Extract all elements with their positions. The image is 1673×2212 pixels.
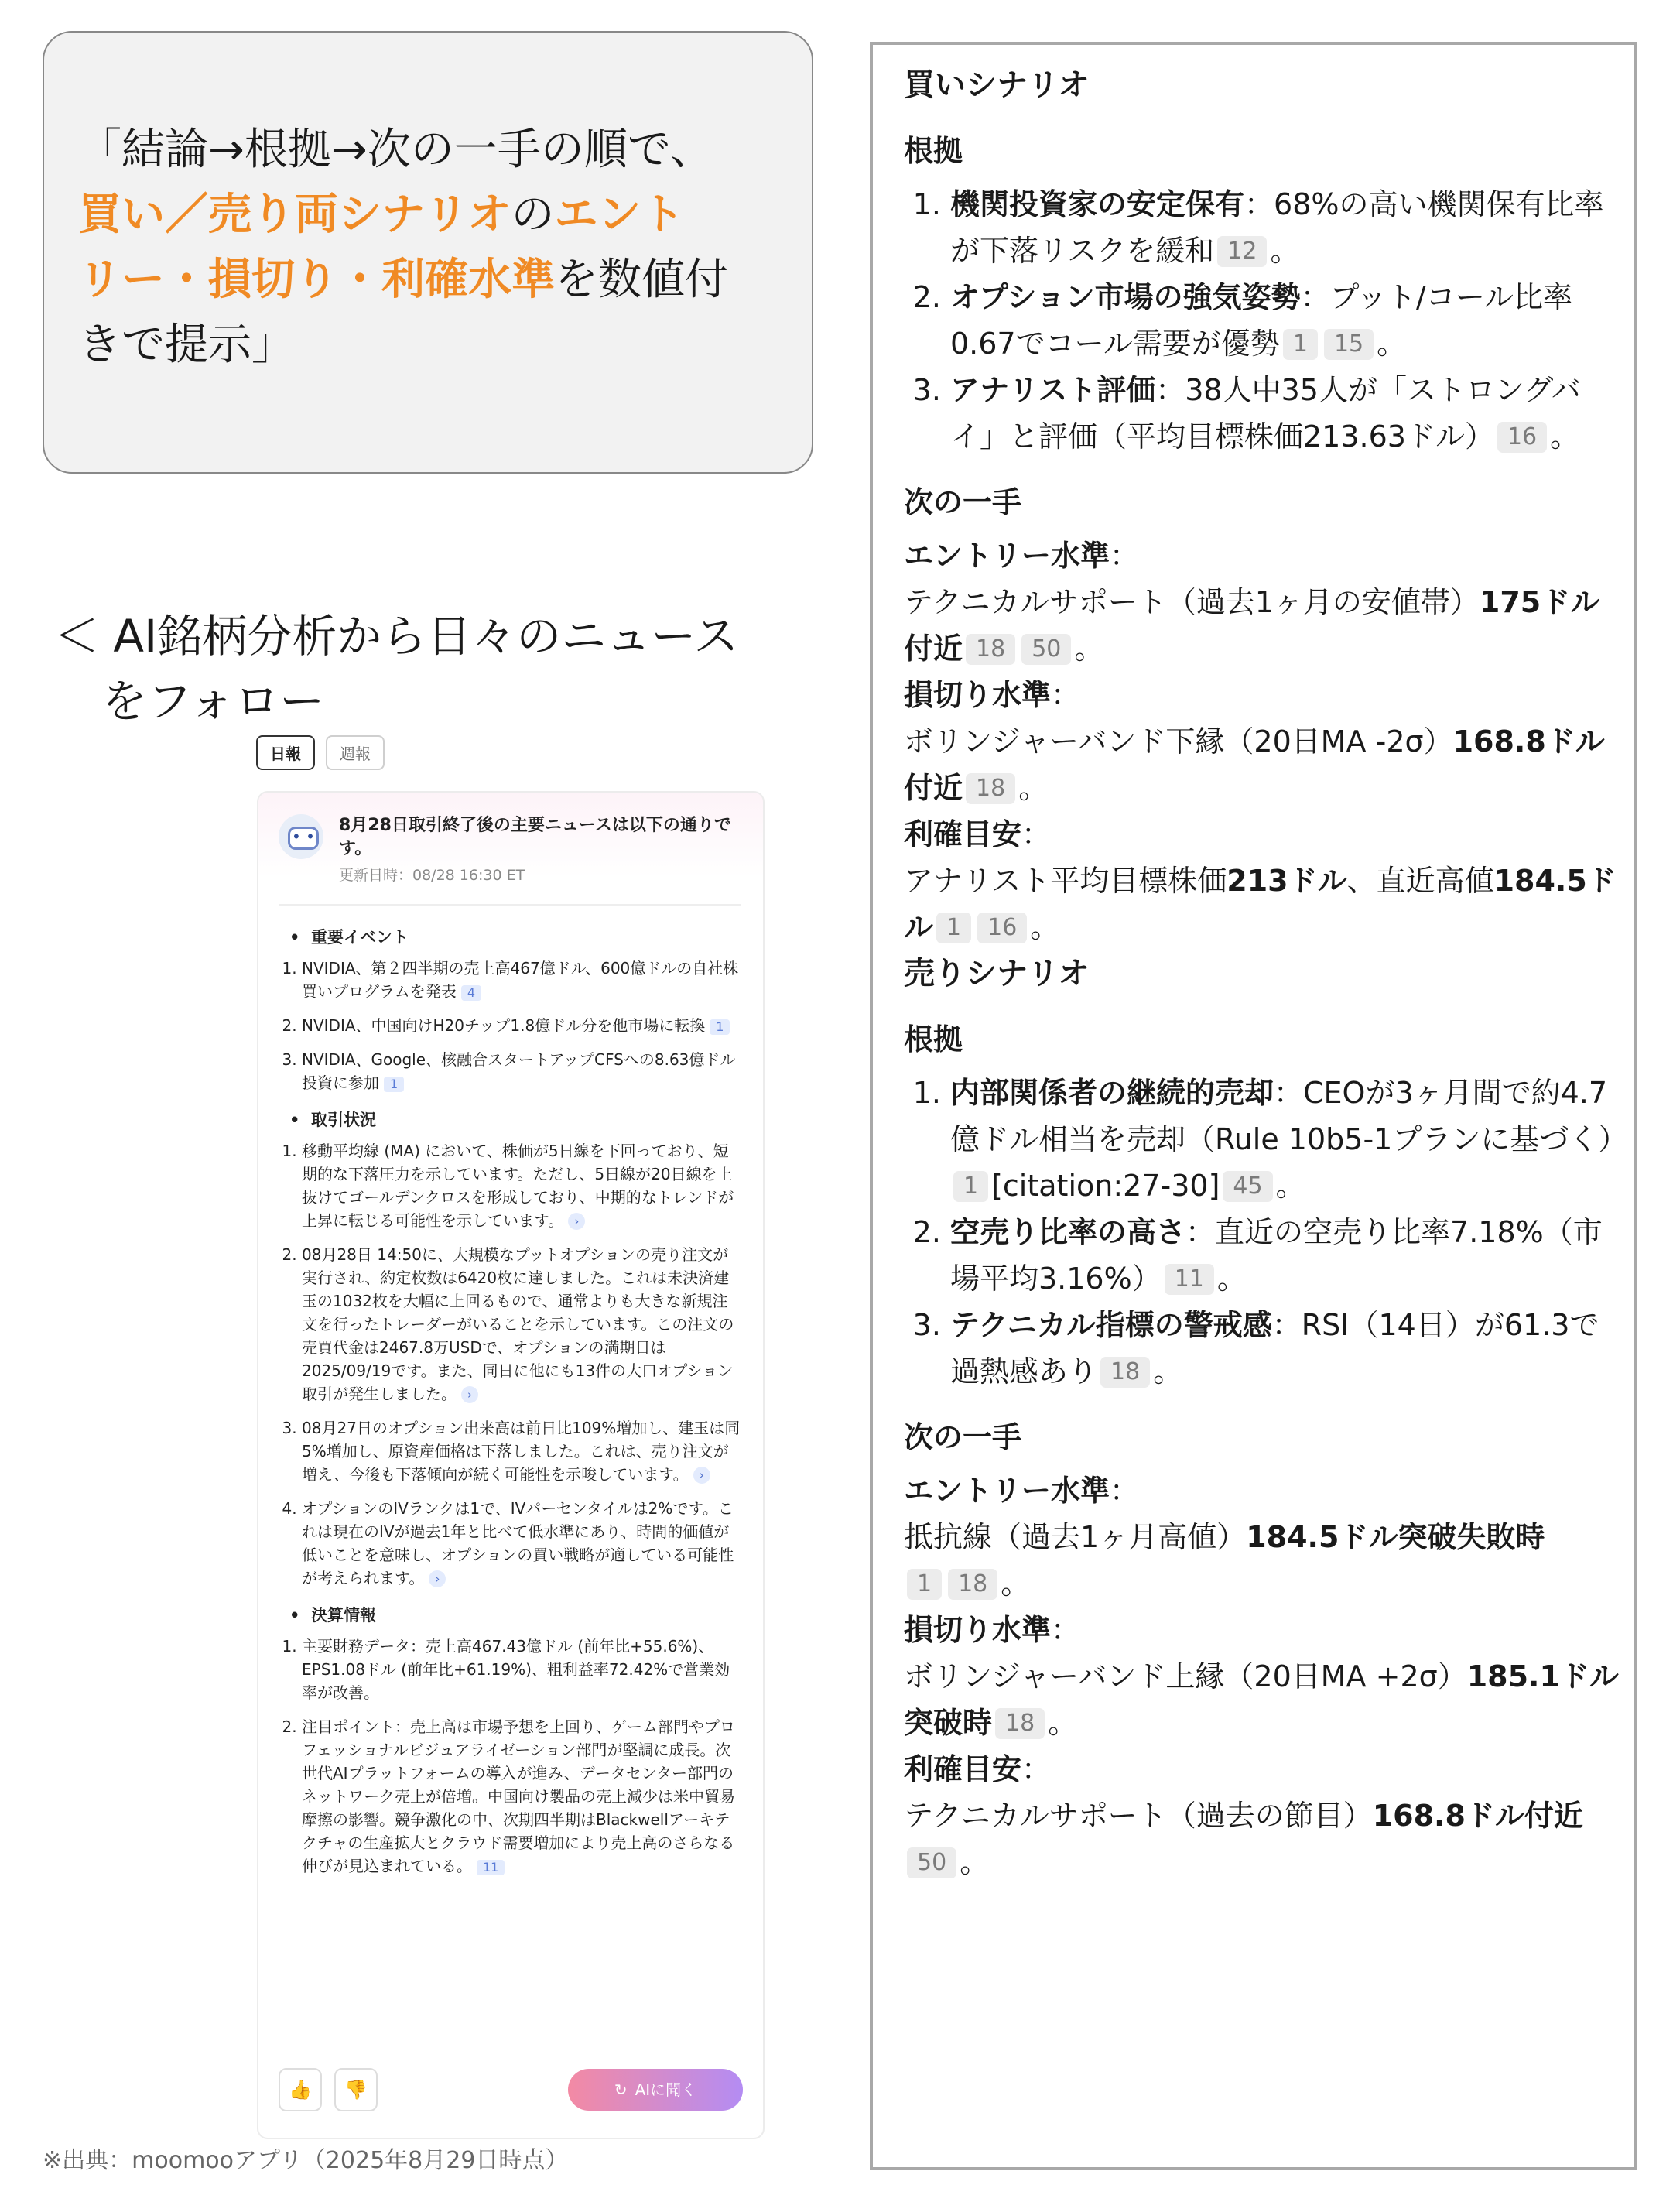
citation-badge[interactable]: 1	[907, 1569, 942, 1600]
list-item: 2. オプション市場の強気姿勢：プット/コール比率0.67でコール需要が優勢 1 15 。	[950, 274, 1619, 367]
list-item: 1. 内部関係者の継続的売却：CEOが3ヶ月間で約4.7億ドル相当を売却（Rule 10b5-1プランに基づく）1 [citation:27-30] 45 。	[950, 1070, 1619, 1209]
citation-badge[interactable]: 50	[907, 1847, 956, 1878]
prompt-text-numeric: を数値付	[555, 255, 728, 305]
sell-basis-heading: 根拠	[904, 1022, 963, 1056]
list-item: 1. NVIDIA、第２四半期の売上高467億ドル、600億ドルの自社株買いプログラムを発表 4	[302, 957, 741, 1003]
citation-badge[interactable]: 18	[995, 1708, 1045, 1739]
analysis-article	[870, 42, 1637, 2170]
list-item: 2. NVIDIA、中国向けH20チップ1.8億ドル分を他市場に転換 1	[302, 1014, 741, 1037]
citation-badge[interactable]: 18	[1100, 1357, 1150, 1388]
sell-take-text: テクニカルサポート（過去の節目）168.8ドル付近50 。	[904, 1799, 1583, 1879]
buy-take-heading: 利確目安：	[904, 817, 1052, 851]
citation-badge[interactable]: 4	[461, 985, 481, 1001]
citation-badge[interactable]: 11	[1165, 1264, 1214, 1295]
citation-badge[interactable]: 50	[1021, 634, 1071, 665]
sell-entry-text: 抵抗線（過去1ヶ月高値）184.5ドル突破失敗時 1 18 。	[904, 1520, 1545, 1601]
tab-daily[interactable]: 日報	[256, 735, 315, 770]
citation-badge[interactable]: 15	[1324, 329, 1374, 360]
sell-scenario-title: 売りシナリオ	[904, 956, 1090, 991]
buy-next-heading: 次の一手	[904, 485, 1022, 519]
list-item: 3. 08月27日のオプション出来高は前日比109%増加し、建玉は同5%増加し、原資産価格は下落しました。これは、売り注文が増え、今後も下落傾向が続く可能性を示唆しています。 ›	[302, 1416, 741, 1486]
buy-stop-heading: 損切り水準：	[904, 678, 1081, 712]
divider	[279, 904, 741, 906]
buy-take-text: アナリスト平均目標株価213ドル、直近高値184.5ドル 1 16 。	[904, 864, 1617, 944]
sell-basis-list	[904, 1070, 1628, 1395]
news-card	[257, 791, 765, 2139]
citation-badge[interactable]: 12	[1217, 236, 1267, 267]
citation-badge[interactable]: 1	[1283, 329, 1318, 360]
buy-entry-text: テクニカルサポート（過去1ヶ月の安値帯）175ドル付近 18 50 。	[904, 585, 1600, 666]
card-header	[279, 814, 741, 887]
ask-ai-button[interactable]	[568, 2069, 743, 2111]
citation-badge[interactable]: 18	[948, 1569, 997, 1600]
buy-basis-heading: 根拠	[904, 134, 963, 168]
prompt-highlight-scenarios: 買い／売り両シナリオ	[78, 190, 511, 240]
prompt-highlight-entry: エント	[554, 190, 685, 240]
prompt-line-1: 「結論→根拠→次の一手の順で、	[78, 125, 713, 175]
citation-badge[interactable]: 11	[477, 1860, 505, 1875]
sell-entry-heading: エントリー水準：	[904, 1474, 1140, 1508]
citation-badge[interactable]: 1	[384, 1077, 404, 1092]
thumbs-down-icon[interactable]: 👎	[334, 2068, 378, 2111]
section-heading: • 取引状況	[289, 1111, 377, 1129]
citation-badge[interactable]: 45	[1223, 1171, 1272, 1202]
list-item: 3. アナリスト評価：38人中35人が「ストロングバイ」と評価（平均目標株価213.63ドル） 16 。	[950, 367, 1619, 460]
report-tabs	[256, 735, 385, 770]
citation-badge[interactable]: 1	[953, 1171, 988, 1202]
citation-badge[interactable]: 16	[977, 913, 1027, 943]
chevron-right-icon[interactable]: ›	[429, 1570, 446, 1587]
citation-badge[interactable]: 18	[966, 634, 1015, 665]
prompt-highlight-levels: リー・損切り・利確水準	[78, 255, 555, 305]
list-item: 2. 注目ポイント：売上高は市場予想を上回り、ゲーム部門やプロフェッショナルビジュアライゼーション部門が堅調に成長。次世代AIプラットフォームの導入が進み、データセンター部門のネットワーク売上が倍増。中国向け製品の売上減少は米中貿易摩擦の影響。競争激化の中、次期四半期はBlackwellアーキテクチャの生産拡大とクラウド需要増加により売上高のさらなる伸びが見込まれている。 11	[302, 1715, 741, 1878]
chevron-right-icon[interactable]: ›	[461, 1386, 478, 1403]
buy-scenario-title: 買いシナリオ	[904, 67, 1090, 103]
list-item: 1. 機関投資家の安定保有：68%の高い機関保有比率が下落リスクを緩和 12 。	[950, 181, 1619, 274]
sell-take-heading: 利確目安：	[904, 1752, 1052, 1786]
sell-stop-text: ボリンジャーバンド上縁（20日MA +2σ）185.1ドル突破時 18 。	[904, 1659, 1619, 1740]
list-item: 2. 08月28日 14:50に、大規模なプットオプションの売り注文が実行され、約定枚数は6420枚に達しました。これは未決済建玉の1032枚を大幅に上回るもので、通常よりも大きな新規注文を行ったトレーダーがいることを示しています。この注文の売買代金は2467.8万USDで、オプションの満期日は2025/09/19です。また、同日に他にも13件の大口オプション取引が発生しました。 ›	[302, 1243, 741, 1406]
citation-badge[interactable]: 1	[936, 913, 971, 943]
list-item: 3. NVIDIA、Google、核融合スタートアップCFSへの8.63億ドル投資に参加 1	[302, 1048, 741, 1094]
prompt-line-4: きで提示」	[78, 320, 295, 370]
list-item: 4. オプションのIVランクは1で、IVパーセンタイルは2%です。これは現在のIVが過去1年と比べて低水準にあり、時間的価値が低いことを意味し、オプションの買い戦略が適している可能性が考えられます。 ›	[302, 1497, 741, 1590]
updated-timestamp: 更新日時：08/28 16:30 ET	[339, 867, 525, 884]
citation-badge[interactable]: 1	[710, 1019, 730, 1035]
trading-list	[279, 1139, 741, 1590]
list-item: 3. テクニカル指標の警戒感：RSI（14日）が61.3で過熱感あり 18 。	[950, 1302, 1619, 1395]
card-footer	[279, 2068, 743, 2111]
earnings-list	[279, 1635, 741, 1878]
caption-line-2: をフォロー	[102, 675, 325, 728]
chevron-right-icon[interactable]: ›	[693, 1467, 710, 1484]
buy-entry-heading: エントリー水準：	[904, 539, 1140, 573]
sell-next-heading: 次の一手	[904, 1420, 1022, 1454]
list-item: 1. 主要財務データ：売上高467.43億ドル (前年比+55.6%)、EPS1.08ドル (前年比+61.19%)、粗利益率72.42%で営業効率が改善。	[302, 1635, 741, 1704]
prompt-bubble	[43, 31, 813, 474]
sell-stop-heading: 損切り水準：	[904, 1613, 1081, 1647]
citation-badge[interactable]: 18	[966, 773, 1015, 804]
thumbs-up-icon[interactable]: 👍	[279, 2068, 322, 2111]
list-item: 1. 移動平均線 (MA) において、株価が5日線を下回っており、短期的な下落圧力を示しています。ただし、5日線が20日線を上抜けてゴールデンクロスを形成しており、中期的なトレンドが上昇に転じる可能性を示しています。 ›	[302, 1139, 741, 1232]
buy-basis-list	[904, 181, 1619, 460]
events-list	[279, 957, 741, 1094]
prompt-text-no: の	[511, 190, 555, 240]
list-item: 2. 空売り比率の高さ：直近の空売り比率7.18%（市場平均3.16%） 11 。	[950, 1209, 1619, 1302]
citation-badge[interactable]: 16	[1497, 422, 1547, 453]
chevron-right-icon[interactable]: ›	[568, 1213, 585, 1230]
buy-stop-text: ボリンジャーバンド下縁（20日MA -2σ）168.8ドル付近 18 。	[904, 724, 1605, 805]
section-heading: • 決算情報	[289, 1606, 377, 1625]
source-note: ※出典：moomooアプリ（2025年8月29日時点）	[43, 2147, 569, 2174]
caption	[54, 604, 828, 734]
section-heading: • 重要イベント	[289, 928, 409, 947]
ask-ai-label: AIに聞く	[635, 2080, 697, 2099]
refresh-icon: ↻	[614, 2080, 628, 2099]
ai-robot-icon	[279, 814, 323, 859]
card-title: 8月28日取引終了後の主要ニュースは以下の通りです。	[339, 816, 731, 858]
tab-weekly[interactable]: 週報	[326, 735, 385, 770]
caption-line-1: ＜ AI銘柄分析から日々のニュース	[54, 610, 739, 663]
